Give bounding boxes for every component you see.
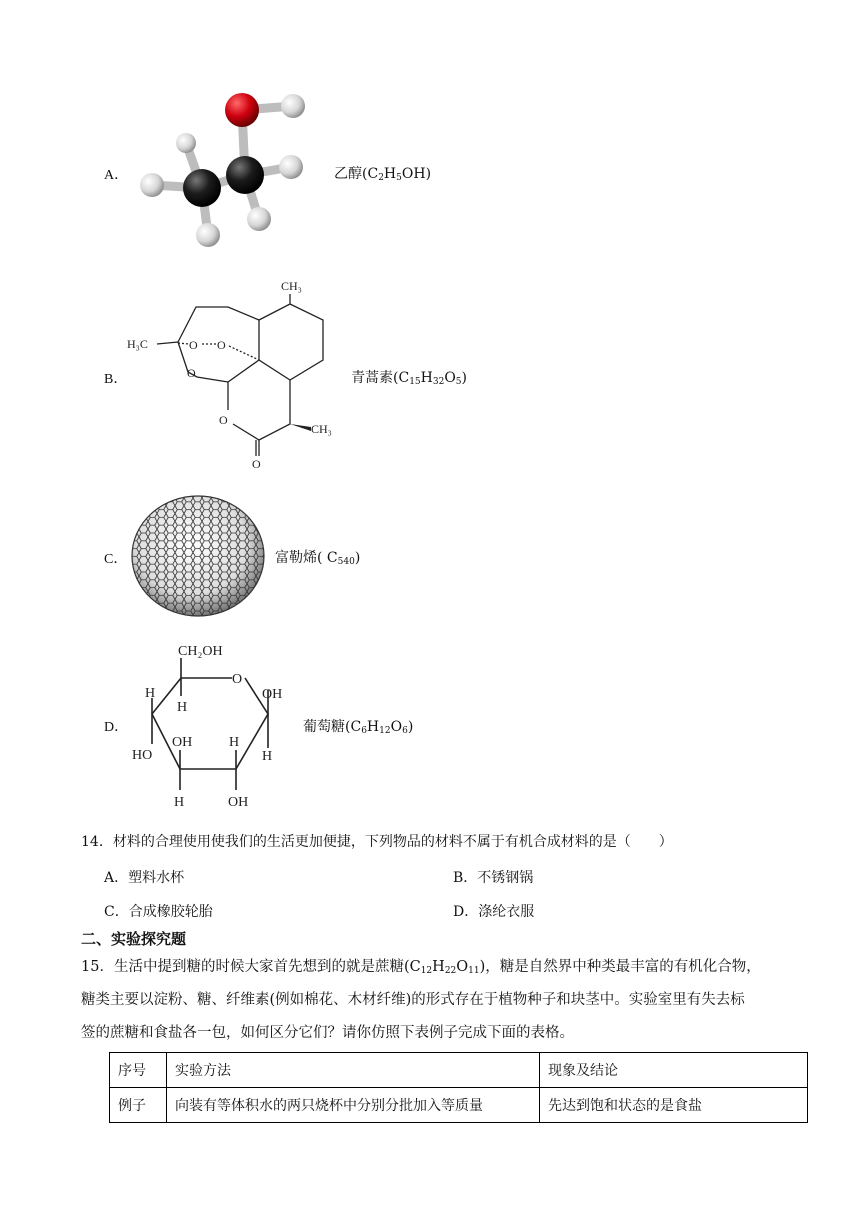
svg-text:HO: HO <box>132 748 153 763</box>
option-c-caption: 富勒烯( $C_{540}$) <box>275 550 361 567</box>
svg-text:H: H <box>229 735 240 750</box>
svg-text:OH: OH <box>262 687 283 702</box>
option-a-caption: 乙醇$(C_2H_5OH)$ <box>334 166 432 183</box>
option-a-letter: A． <box>104 168 129 183</box>
q14-choice-b[interactable]: B．不锈钢锅 <box>453 870 534 886</box>
table-row <box>110 1088 808 1123</box>
header-cell-result: 现象及结论 <box>540 1053 808 1088</box>
q14-choice-c[interactable]: C．合成橡胶轮胎 <box>104 904 213 920</box>
svg-text:O: O <box>217 338 226 352</box>
svg-text:CH₂OH: CH₂OH <box>178 644 223 659</box>
svg-text:H: H <box>177 700 188 715</box>
option-b-caption: 青蒿素$(C_{15}H_{32}O_5)$ <box>351 370 467 387</box>
question-15-line-1: 15．生活中提到糖的时候大家首先想到的就是蔗糖$(C_{12}H_{22}O_{11})$，糖是自然界中种类最丰富的有机化合物， <box>81 959 761 976</box>
q14-choice-d[interactable]: D．涤纶衣服 <box>453 904 535 920</box>
table-header-row <box>110 1053 808 1088</box>
svg-text:H: H <box>262 749 273 764</box>
ethanol-ball-stick-model <box>125 88 325 250</box>
cell-example-result: 先达到饱和状态的是食盐 <box>540 1088 808 1123</box>
svg-text:O: O <box>189 338 198 352</box>
header-cell-number: 序号 <box>110 1053 167 1088</box>
fullerene-sphere <box>130 494 266 618</box>
question-15-line-2: 糖类主要以淀粉、糖、纤维素(例如棉花、木材纤维)的形式存在于植物种子和块茎中。实验室里有失去标 <box>81 992 745 1008</box>
svg-text:O: O <box>219 413 228 427</box>
svg-text:O: O <box>187 366 196 380</box>
svg-text:O: O <box>252 457 261 471</box>
experiment-table <box>109 1052 808 1123</box>
svg-text:OH: OH <box>228 795 249 810</box>
artemisinin-structure <box>125 272 345 472</box>
cell-example-label: 例子 <box>110 1088 167 1123</box>
cell-example-method: 向装有等体积水的两只烧杯中分别分批加入等质量 <box>167 1088 540 1123</box>
svg-text:H: H <box>145 686 156 701</box>
svg-text:OH: OH <box>172 735 193 750</box>
svg-text:H₃C: H₃C <box>127 337 148 351</box>
header-cell-method: 实验方法 <box>167 1053 540 1088</box>
question-15-line-3: 签的蔗糖和食盐各一包，如何区分它们？请你仿照下表例子完成下面的表格。 <box>81 1025 574 1041</box>
option-c-letter: C． <box>104 552 128 567</box>
svg-text:O: O <box>232 672 243 687</box>
glucose-haworth-structure <box>128 638 298 814</box>
option-d-letter: D． <box>104 720 129 735</box>
svg-text:CH₃: CH₃ <box>311 422 332 436</box>
option-d-caption: 葡萄糖$(C_6H_{12}O_6)$ <box>303 719 414 736</box>
option-b-letter: B． <box>104 372 128 387</box>
question-14-stem: 14．材料的合理使用使我们的生活更加便捷，下列物品的材料不属于有机合成材料的是（ ） <box>81 834 673 850</box>
q14-choice-a[interactable]: A．塑料水杯 <box>104 870 185 886</box>
svg-text:H: H <box>174 795 185 810</box>
section-heading: 二、实验探究题 <box>81 930 187 948</box>
svg-text:CH₃: CH₃ <box>281 279 302 293</box>
